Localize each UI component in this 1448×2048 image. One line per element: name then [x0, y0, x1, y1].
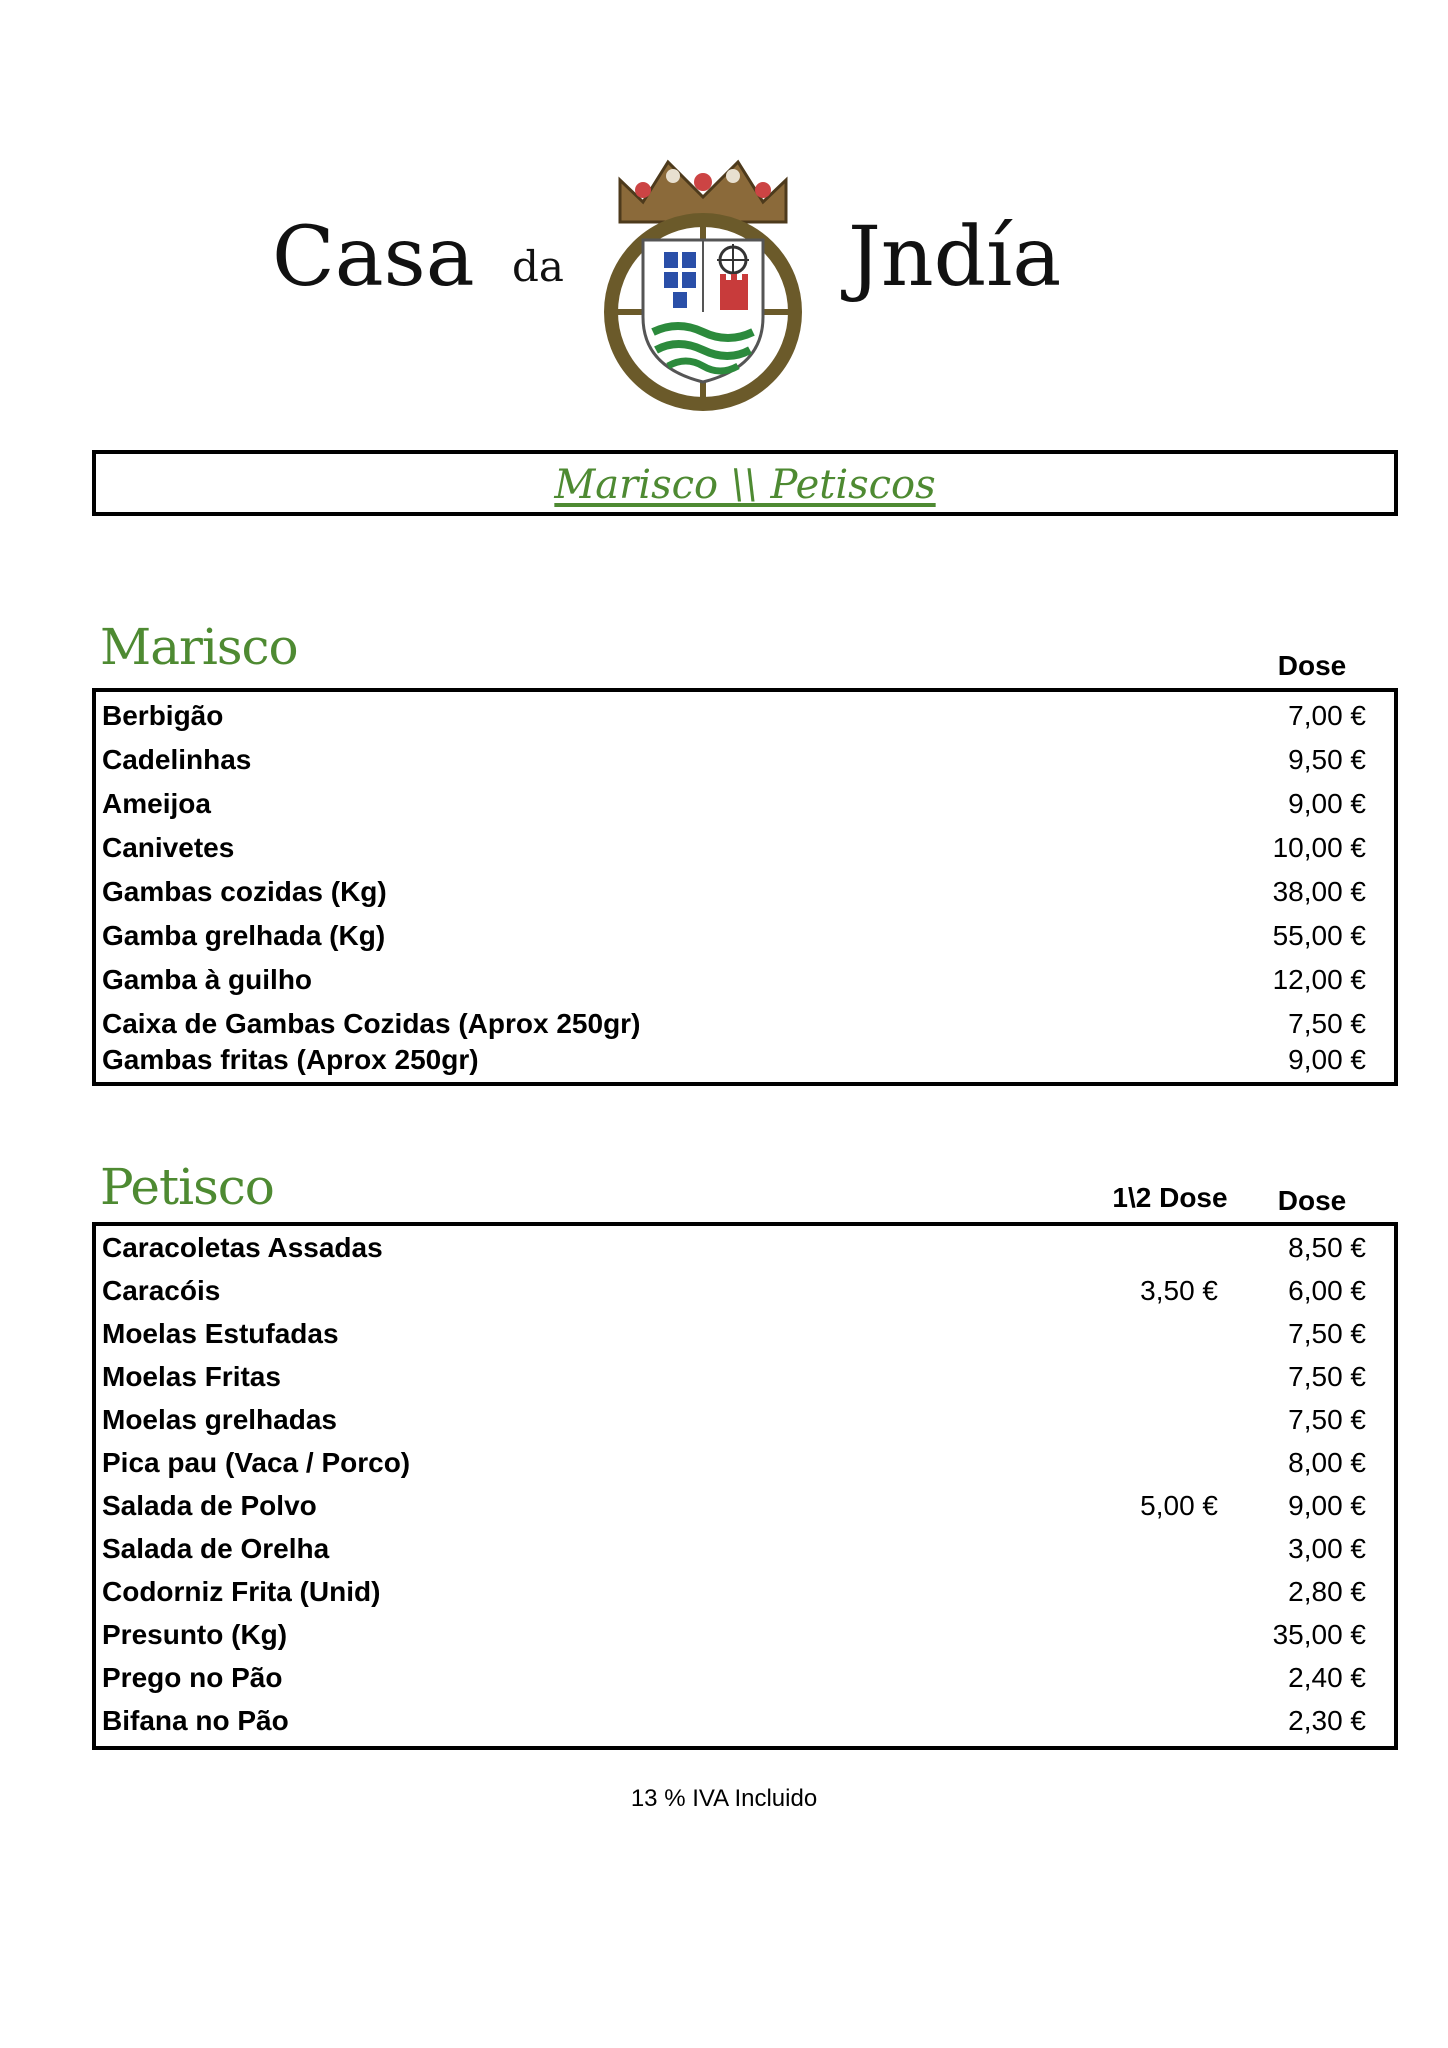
menu-row	[96, 872, 1394, 916]
item-name: Cadelinhas	[102, 744, 252, 775]
item-dose-price: 3,00 €	[1288, 1533, 1366, 1564]
petisco-heading: Petisco	[100, 1158, 274, 1216]
item-name: Gamba à guilho	[102, 964, 313, 995]
item-name: Caracoletas Assadas	[102, 1232, 383, 1263]
item-dose-price: 2,80 €	[1288, 1576, 1366, 1607]
petisco-half-dose-header: 1\2 Dose	[1112, 1182, 1228, 1213]
item-dose-price: 9,00 €	[1288, 1044, 1366, 1075]
item-dose-price: 35,00 €	[1272, 1619, 1366, 1650]
item-name: Moelas Fritas	[102, 1361, 281, 1392]
menu-row	[96, 960, 1394, 1004]
petisco-dose-header: Dose	[1277, 1185, 1347, 1216]
menu-row	[96, 1228, 1394, 1272]
item-dose-price: 7,50 €	[1288, 1008, 1366, 1039]
menu-row	[96, 1040, 1394, 1084]
item-name: Gambas fritas (Aprox 250gr)	[102, 1044, 479, 1075]
menu-row	[96, 1314, 1394, 1358]
item-dose-price: 8,50 €	[1288, 1232, 1366, 1263]
item-dose-price: 7,00 €	[1288, 700, 1366, 731]
marisco-heading: Marisco	[100, 618, 298, 676]
item-dose-price: 12,00 €	[1272, 964, 1366, 995]
item-name: Moelas Estufadas	[102, 1318, 339, 1349]
item-name: Salada de Polvo	[102, 1490, 317, 1521]
item-dose-price: 8,00 €	[1288, 1447, 1366, 1478]
item-dose-price: 9,00 €	[1288, 788, 1366, 819]
item-name: Gambas cozidas (Kg)	[102, 876, 387, 907]
menu-row	[96, 1572, 1394, 1616]
item-name: Prego no Pão	[102, 1662, 283, 1693]
menu-row	[96, 1443, 1394, 1487]
item-name: Caixa de Gambas Cozidas (Aprox 250gr)	[102, 1008, 641, 1039]
item-dose-price: 2,40 €	[1288, 1662, 1366, 1693]
marisco-dose-header: Dose	[1277, 650, 1347, 681]
menu-row	[96, 1615, 1394, 1659]
menu-row	[96, 1271, 1394, 1315]
page-title-box	[92, 450, 1398, 516]
item-dose-price: 10,00 €	[1272, 832, 1366, 863]
item-name: Presunto (Kg)	[102, 1619, 288, 1650]
menu-row	[96, 784, 1394, 828]
item-name: Salada de Orelha	[102, 1533, 330, 1564]
menu-row	[96, 916, 1394, 960]
menu-row	[96, 1701, 1394, 1745]
coat-of-arms-icon	[598, 152, 808, 412]
item-name: Moelas grelhadas	[102, 1404, 337, 1435]
item-name: Ameijoa	[102, 788, 211, 819]
item-name: Gamba grelhada (Kg)	[102, 920, 386, 951]
item-dose-price: 55,00 €	[1272, 920, 1366, 951]
menu-row	[96, 1400, 1394, 1444]
item-dose-price: 38,00 €	[1272, 876, 1366, 907]
item-name: Canivetes	[102, 832, 235, 863]
menu-row	[96, 828, 1394, 872]
logo-word-casa: Casa	[272, 210, 475, 305]
item-name: Bifana no Pão	[102, 1705, 289, 1736]
logo-word-india: Jndía	[848, 210, 1062, 305]
item-name: Codorniz Frita (Unid)	[102, 1576, 381, 1607]
menu-row	[96, 740, 1394, 784]
item-dose-price: 6,00 €	[1288, 1275, 1366, 1306]
menu-row	[96, 1357, 1394, 1401]
item-name: Pica pau (Vaca / Porco)	[102, 1447, 411, 1478]
casa-da-india-logo	[0, 150, 1448, 420]
vat-note: 13 % IVA Incluido	[630, 1785, 818, 1812]
item-dose-price: 7,50 €	[1288, 1404, 1366, 1435]
menu-row	[96, 696, 1394, 740]
page-title: Marisco \\ Petiscos	[554, 462, 936, 508]
item-half-price: 3,50 €	[1140, 1275, 1218, 1306]
item-name: Berbigão	[102, 700, 224, 731]
petisco-table	[92, 1222, 1398, 1750]
item-dose-price: 2,30 €	[1288, 1705, 1366, 1736]
menu-row	[96, 1486, 1394, 1530]
item-dose-price: 9,50 €	[1288, 744, 1366, 775]
item-dose-price: 9,00 €	[1288, 1490, 1366, 1521]
marisco-table	[92, 688, 1398, 1086]
menu-row	[96, 1658, 1394, 1702]
logo-word-da: da	[512, 242, 564, 291]
item-dose-price: 7,50 €	[1288, 1361, 1366, 1392]
item-dose-price: 7,50 €	[1288, 1318, 1366, 1349]
item-half-price: 5,00 €	[1140, 1490, 1218, 1521]
item-name: Caracóis	[102, 1275, 221, 1306]
menu-row	[96, 1529, 1394, 1573]
